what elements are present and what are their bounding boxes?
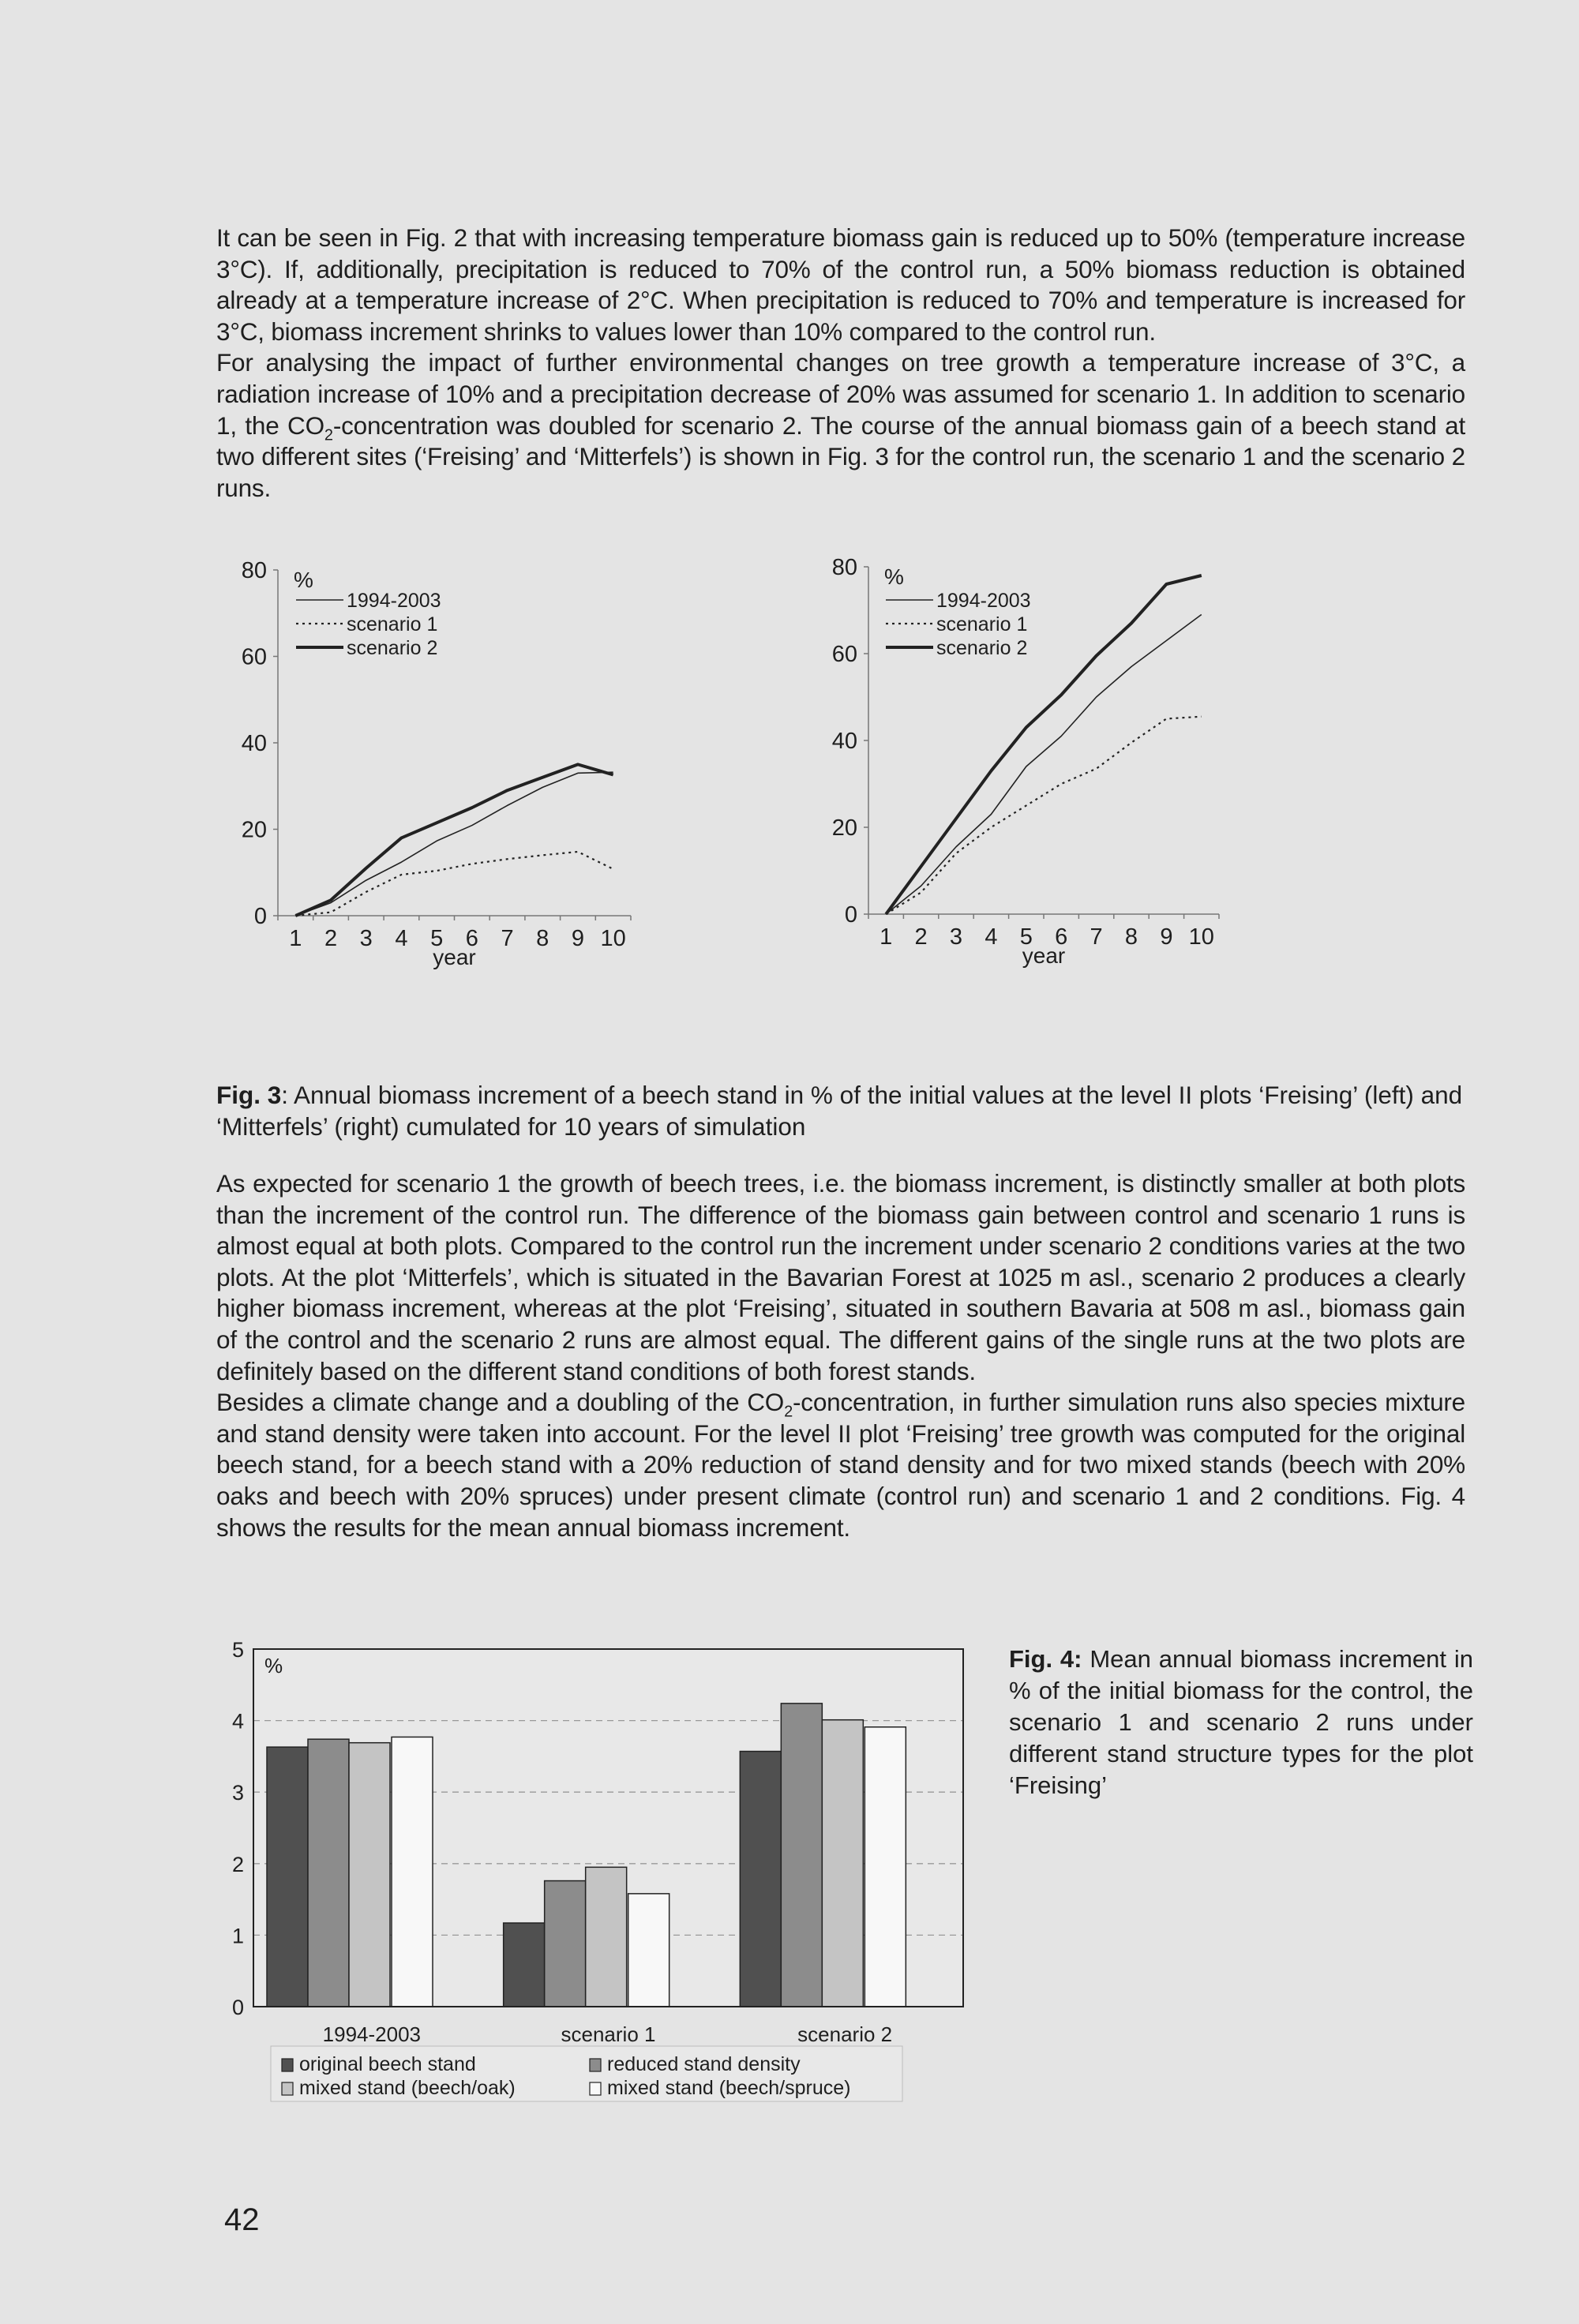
y-tick-label: 60 (241, 644, 267, 670)
x-tick-label: 4 (985, 924, 998, 950)
body-text-middle (216, 1168, 1465, 1543)
y-tick-label: 2 (231, 1852, 244, 1876)
fig3-caption (216, 1080, 1465, 1142)
fig3-caption-text: : Annual biomass increment of a beech stand in % of the initial values at the level II plots ‘Freising’ (left) and ‘Mitterfels’ (right) cumulated for 10 years of simulation (216, 1081, 1463, 1141)
series-line-1994-2003 (295, 772, 613, 916)
y-tick-label: 5 (231, 1638, 244, 1662)
page-number: 42 (224, 2202, 260, 2237)
y-tick-label: 40 (241, 731, 267, 756)
legend-label: original beech stand (299, 2053, 476, 2075)
y-tick-label: 80 (241, 558, 267, 583)
legend-label: mixed stand (beech/oak) (299, 2077, 516, 2099)
x-tick-label: 10 (1188, 924, 1214, 950)
x-axis-label: year (1022, 943, 1066, 968)
paragraph-1: It can be seen in Fig. 2 that with increasing temperature biomass gain is reduced up to 50% (temperature increase 3°C). If, additionally, precipitation is reduced to 70% of the control run, a 50% biomass reduction is obtained already at a temperature increase of 2°C. When precipitation is reduced to 70% and temperature is increased for 3°C, biomass increment shrinks to values lower than 10% compared to the control run. (216, 223, 1465, 346)
x-tick-label: 6 (465, 926, 478, 951)
paragraph-3: As expected for scenario 1 the growth of beech trees, i.e. the biomass increment, is distinctly smaller at both plots than the increment of the control run. The difference of the biomass gain between control and scenario 1 runs is almost equal at both plots. Compared to the control run the increment under scenario 2 conditions varies at the two plots. At the plot ‘Mitterfels’, which is situated in the Bavarian Forest at 1025 m asl., scenario 2 produces a clearly higher biomass increment, whereas at the plot ‘Freising’, situated in southern Bavaria at 508 m asl., biomass gain of the control and the scenario 2 runs are almost equal. The different gains of the single runs at the two plots are definitely based on the different stand conditions of both forest stands. (216, 1169, 1465, 1385)
y-tick-label: 20 (241, 817, 267, 843)
legend-swatch (590, 2082, 601, 2095)
fig4-bar-chart (229, 1634, 987, 2171)
x-tick-label: 8 (1124, 924, 1138, 950)
legend-label: 1994-2003 (936, 590, 1031, 612)
y-tick-label: 40 (831, 729, 857, 754)
x-tick-label: 7 (1090, 924, 1103, 950)
bar-mixed-stand-beech-spruce--scenario-2 (865, 1727, 906, 2007)
bar-reduced-stand-density-1994-2003 (308, 1739, 349, 2007)
fig4-caption-label: Fig. 4: (1009, 1645, 1082, 1673)
series-line-1994-2003 (886, 615, 1202, 915)
bar-mixed-stand-beech-oak--1994-2003 (349, 1743, 390, 2007)
x-tick-label: 4 (395, 926, 408, 951)
legend-swatch (282, 2059, 293, 2071)
x-tick-label: 9 (571, 926, 585, 951)
bar-reduced-stand-density-scenario-2 (781, 1704, 822, 2007)
x-tick-label: 5 (430, 926, 444, 951)
x-tick-label: scenario 1 (561, 2022, 656, 2046)
bar-original-beech-stand-scenario-1 (504, 1923, 545, 2007)
x-tick-label: 10 (600, 926, 626, 951)
y-tick-label: 80 (831, 555, 857, 580)
series-line-scenario-1 (886, 717, 1202, 914)
y-tick-label: 0 (253, 904, 267, 929)
fig4-caption-text: Mean annual biomass increment in % of the initial biomass for the control, the scenario 1 and scenario 2 runs under different stand structure types for the plot ‘Freising’ (1009, 1645, 1473, 1799)
y-axis-unit: % (264, 1654, 283, 1677)
bar-reduced-stand-density-scenario-1 (545, 1881, 586, 2007)
legend-label: scenario 2 (936, 637, 1028, 659)
x-tick-label: 8 (536, 926, 549, 951)
paragraph-4 (216, 1387, 1465, 1543)
legend-swatch (590, 2059, 601, 2071)
x-tick-label: 3 (949, 924, 963, 950)
bar-mixed-stand-beech-oak--scenario-1 (586, 1867, 627, 2007)
co2-subscript: 2 (784, 1403, 793, 1421)
paragraph-4-part-a: Besides a climate change and a doubling of the CO (216, 1388, 785, 1417)
legend-label: 1994-2003 (347, 590, 441, 612)
x-tick-label: 1994-2003 (322, 2022, 422, 2046)
legend-label: scenario 1 (936, 613, 1028, 635)
x-tick-label: scenario 2 (797, 2022, 893, 2046)
x-tick-label: 7 (501, 926, 514, 951)
x-tick-label: 3 (359, 926, 373, 951)
fig3-chart-freising (237, 553, 805, 1050)
series-line-scenario-2 (295, 764, 613, 916)
fig3-caption-label: Fig. 3 (216, 1081, 282, 1109)
x-tick-label: 6 (1055, 924, 1068, 950)
fig4-caption (1009, 1644, 1473, 1801)
body-text-top (216, 223, 1465, 504)
y-axis-unit: % (884, 564, 904, 589)
y-tick-label: 3 (231, 1781, 244, 1805)
paragraph-2-part-b: -concentration was doubled for scenario 2. The course of the annual biomass gain of a beech stand at two different sites (‘Freising’ and ‘Mitterfels’) is shown in Fig. 3 for the control run, the scenario 1 and the scenario 2 runs. (216, 410, 1465, 502)
legend-label: mixed stand (beech/spruce) (607, 2077, 851, 2099)
series-line-scenario-1 (295, 852, 613, 916)
x-axis-label: year (433, 945, 476, 969)
y-tick-label: 0 (231, 1996, 244, 2019)
y-tick-label: 4 (231, 1709, 244, 1734)
x-tick-label: 9 (1160, 924, 1173, 950)
bar-mixed-stand-beech-spruce--scenario-1 (628, 1894, 669, 2007)
y-tick-label: 0 (844, 902, 857, 928)
paragraph-2-part-a: For analysing the impact of further environmental changes on tree growth a temperature increase of 3°C, a radiation increase of 10% and a precipitation decrease of 20% was assumed for scenario 1. In addition to scenario 1, the CO (216, 348, 1465, 440)
bar-mixed-stand-beech-spruce--1994-2003 (392, 1737, 433, 2007)
paragraph-4-part-b: -concentration, in further simulation runs also species mixture and stand density were taken into account. For the level II plot ‘Freising’ tree growth was computed for the original beech stand, for a beech stand with a 20% reduction of stand density and for two mixed stands (beech with 20% oaks and beech with 20% spruces) under present climate (control run) and scenario 1 and 2 conditions. Fig. 4 shows the results for the mean annual biomass increment. (216, 1388, 1465, 1542)
y-tick-label: 1 (231, 1924, 244, 1948)
bar-original-beech-stand-1994-2003 (267, 1747, 308, 2007)
y-tick-label: 20 (831, 815, 857, 841)
paragraph-2 (216, 347, 1465, 504)
bar-mixed-stand-beech-oak--scenario-2 (822, 1720, 863, 2007)
co2-subscript: 2 (324, 425, 333, 444)
x-tick-label: 2 (914, 924, 928, 950)
bar-original-beech-stand-scenario-2 (740, 1752, 781, 2007)
x-tick-label: 2 (324, 926, 338, 951)
y-axis-unit: % (294, 568, 313, 592)
fig3-chart-mitterfels (821, 553, 1405, 1050)
x-tick-label: 1 (289, 926, 302, 951)
x-tick-label: 5 (1019, 924, 1033, 950)
y-tick-label: 60 (831, 642, 857, 667)
series-line-scenario-2 (886, 575, 1202, 914)
legend-label: scenario 1 (347, 613, 438, 635)
legend-swatch (282, 2082, 293, 2095)
legend-label: reduced stand density (607, 2053, 801, 2075)
x-tick-label: 1 (880, 924, 893, 950)
legend-label: scenario 2 (347, 637, 438, 659)
